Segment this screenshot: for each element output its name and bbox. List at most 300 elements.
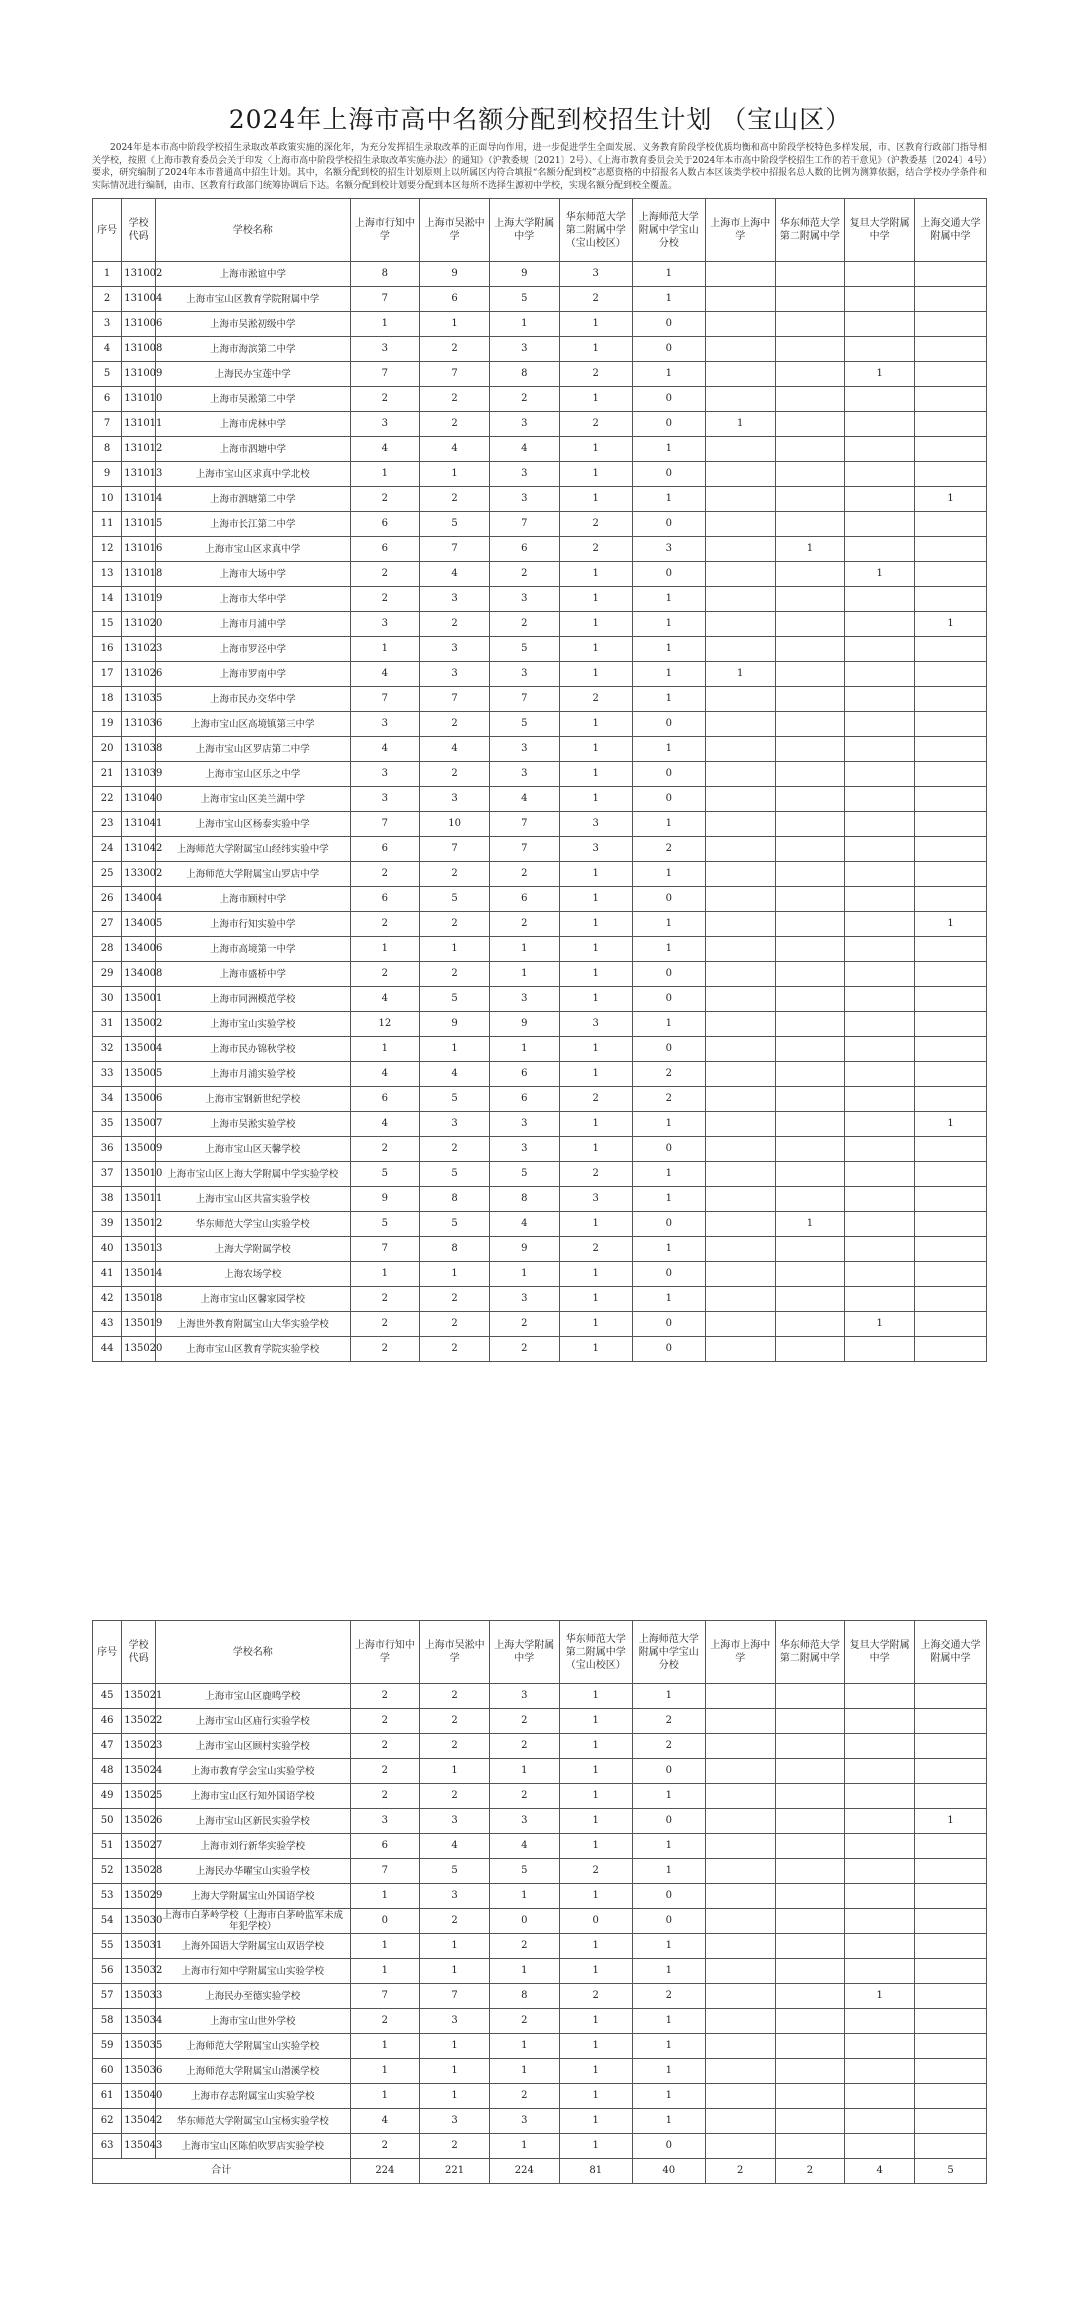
table-cell: 2 (489, 1934, 559, 1959)
school-name-cell: 上海市宝山区庙行实验学校 (155, 1709, 350, 1734)
table-cell: 135042 (122, 2109, 156, 2134)
table-cell: 135020 (122, 1337, 156, 1362)
table-cell: 134008 (122, 962, 156, 987)
table-cell: 38 (93, 1187, 122, 1212)
table-cell (705, 1137, 775, 1162)
table-cell (845, 1037, 915, 1062)
table-cell: 0 (632, 2134, 705, 2159)
table-cell: 2 (489, 1784, 559, 1809)
table-cell: 1 (632, 1859, 705, 1884)
table-cell: 3 (350, 712, 420, 737)
table-cell (775, 837, 845, 862)
table-cell: 8 (93, 437, 122, 462)
table-cell: 7 (420, 1984, 490, 2009)
table-cell: 0 (632, 312, 705, 337)
table-cell (775, 512, 845, 537)
table-cell: 1 (559, 1212, 632, 1237)
table-cell (775, 1859, 845, 1884)
table-cell (845, 1709, 915, 1734)
table-cell (705, 1959, 775, 1984)
table-row (93, 762, 987, 787)
table-cell: 5 (420, 512, 490, 537)
table-cell (705, 1709, 775, 1734)
table-cell (845, 537, 915, 562)
table-cell (775, 662, 845, 687)
table-cell: 6 (489, 887, 559, 912)
table-cell: 1 (559, 1137, 632, 1162)
table-cell: 3 (489, 987, 559, 1012)
table-cell (705, 512, 775, 537)
table-cell (775, 2034, 845, 2059)
table-row (93, 1834, 987, 1859)
table-cell: 2 (420, 1734, 490, 1759)
table-cell: 6 (93, 387, 122, 412)
table-row (93, 262, 987, 287)
school-name-cell: 上海市宝山区馨家园学校 (155, 1287, 350, 1312)
table-cell: 1 (420, 1759, 490, 1784)
table-cell: 6 (489, 1087, 559, 1112)
table-cell: 2 (420, 1287, 490, 1312)
table-cell: 131014 (122, 487, 156, 512)
table-cell: 6 (350, 1834, 420, 1859)
table-cell: 1 (559, 1709, 632, 1734)
table-cell (845, 2034, 915, 2059)
table-cell: 12 (93, 537, 122, 562)
table-cell: 0 (632, 787, 705, 812)
table-cell (705, 587, 775, 612)
table-cell: 0 (632, 462, 705, 487)
column-header: 上海市上海中学 (705, 199, 775, 262)
table-cell: 135025 (122, 1784, 156, 1809)
table-cell: 1 (559, 1934, 632, 1959)
table-cell: 18 (93, 687, 122, 712)
table-row (93, 837, 987, 862)
table-cell: 2 (559, 1087, 632, 1112)
table-cell (915, 1262, 987, 1287)
table-cell: 39 (93, 1212, 122, 1237)
school-name-cell: 上海市宝山区共富实验学校 (155, 1187, 350, 1212)
table-cell: 60 (93, 2059, 122, 2084)
table-cell (705, 562, 775, 587)
table-cell: 7 (350, 287, 420, 312)
table-cell (705, 937, 775, 962)
table-cell: 1 (559, 637, 632, 662)
table-cell: 1 (559, 912, 632, 937)
school-name-cell: 上海世外教育附属宝山大华实验学校 (155, 1312, 350, 1337)
table-cell (915, 2009, 987, 2034)
table-cell (705, 712, 775, 737)
table-cell: 1 (632, 1934, 705, 1959)
table-cell: 56 (93, 1959, 122, 1984)
table-cell: 5 (420, 1087, 490, 1112)
table-cell: 135028 (122, 1859, 156, 1884)
table-cell: 2 (489, 1337, 559, 1362)
table-cell: 1 (559, 962, 632, 987)
table-cell: 1 (559, 1884, 632, 1909)
table-cell (915, 837, 987, 862)
table-cell (845, 812, 915, 837)
table-cell (775, 1262, 845, 1287)
school-name-cell: 上海市月浦实验学校 (155, 1062, 350, 1087)
school-name-cell: 上海市宝山区陈伯吹罗店实验学校 (155, 2134, 350, 2159)
table-cell (705, 312, 775, 337)
table-cell: 1 (632, 1237, 705, 1262)
table-cell: 36 (93, 1137, 122, 1162)
table-cell: 135021 (122, 1684, 156, 1709)
table-row (93, 2109, 987, 2134)
table-cell (845, 1834, 915, 1859)
table-cell: 2 (559, 1237, 632, 1262)
table-cell: 4 (420, 437, 490, 462)
column-header: 上海交通大学附属中学 (915, 1621, 987, 1684)
table-cell: 2 (489, 2084, 559, 2109)
total-cell: 40 (632, 2159, 705, 2184)
table-cell: 46 (93, 1709, 122, 1734)
table-cell: 2 (350, 862, 420, 887)
table-cell (845, 1112, 915, 1137)
school-name-cell: 上海市宝山区顾村实验学校 (155, 1734, 350, 1759)
table-cell: 9 (93, 462, 122, 487)
table-cell (775, 1934, 845, 1959)
table-cell: 3 (489, 2109, 559, 2134)
school-name-cell: 上海市虎林中学 (155, 412, 350, 437)
total-cell: 2 (705, 2159, 775, 2184)
table-cell (845, 1012, 915, 1037)
table-row (93, 1684, 987, 1709)
table-cell: 2 (559, 287, 632, 312)
table-cell (845, 1934, 915, 1959)
school-name-cell: 上海市白茅岭学校（上海市白茅岭监军未成年犯学校） (155, 1909, 350, 1934)
table-row (93, 1162, 987, 1187)
table-cell: 0 (559, 1909, 632, 1934)
table-cell: 5 (489, 1162, 559, 1187)
table-cell: 3 (420, 2009, 490, 2034)
table-cell: 2 (420, 612, 490, 637)
table-cell: 1 (632, 812, 705, 837)
table-cell: 1 (632, 587, 705, 612)
table-cell (915, 1984, 987, 2009)
table-cell: 2 (632, 1709, 705, 1734)
table-cell (705, 462, 775, 487)
table-cell (705, 1784, 775, 1809)
table-cell: 2 (420, 1684, 490, 1709)
table-cell: 7 (489, 837, 559, 862)
table-cell: 1 (632, 687, 705, 712)
table-cell: 3 (489, 462, 559, 487)
table-cell (775, 1809, 845, 1834)
table-cell: 1 (845, 1312, 915, 1337)
table-cell: 1 (775, 537, 845, 562)
table-cell (915, 2034, 987, 2059)
table-cell: 3 (489, 662, 559, 687)
column-header: 上海市行知中学 (350, 1621, 420, 1684)
table-cell: 2 (632, 1984, 705, 2009)
table-cell: 4 (420, 562, 490, 587)
table-cell (845, 1784, 915, 1809)
table-cell: 1 (632, 1187, 705, 1212)
table-cell (705, 1684, 775, 1709)
table-cell: 4 (489, 437, 559, 462)
table-cell: 131008 (122, 337, 156, 362)
table-cell: 131036 (122, 712, 156, 737)
table-cell (915, 1287, 987, 1312)
table-cell: 6 (350, 837, 420, 862)
table-cell (775, 1337, 845, 1362)
table-cell: 1 (559, 437, 632, 462)
table-cell: 4 (350, 662, 420, 687)
column-header: 学校代码 (122, 1621, 156, 1684)
school-name-cell: 上海市泗塘中学 (155, 437, 350, 462)
table-cell: 7 (420, 537, 490, 562)
table-cell (775, 1062, 845, 1087)
table-cell (915, 1709, 987, 1734)
table-cell: 135043 (122, 2134, 156, 2159)
table-cell: 2 (420, 712, 490, 737)
table-cell: 1 (632, 2034, 705, 2059)
table-row (93, 512, 987, 537)
table-cell: 7 (420, 837, 490, 862)
total-cell: 5 (915, 2159, 987, 2184)
table-cell (845, 1087, 915, 1112)
table-cell (845, 1062, 915, 1087)
table-cell: 62 (93, 2109, 122, 2134)
table-cell: 1 (559, 862, 632, 887)
table-cell (915, 387, 987, 412)
table-cell: 2 (420, 412, 490, 437)
table-cell: 6 (420, 287, 490, 312)
total-cell: 81 (559, 2159, 632, 2184)
table-cell: 135019 (122, 1312, 156, 1337)
table-cell: 1 (632, 362, 705, 387)
table-cell: 1 (559, 712, 632, 737)
table-cell: 1 (632, 612, 705, 637)
school-name-cell: 上海民办宝莲中学 (155, 362, 350, 387)
table-cell: 1 (632, 1287, 705, 1312)
column-header: 华东师范大学第二附属中学（宝山校区） (559, 1621, 632, 1684)
school-name-cell: 上海大学附属学校 (155, 1237, 350, 1262)
table-cell (775, 1959, 845, 1984)
table-cell: 3 (420, 1809, 490, 1834)
table-cell: 4 (350, 1112, 420, 1137)
table-cell: 6 (350, 1087, 420, 1112)
school-name-cell: 上海市存志附属宝山实验学校 (155, 2084, 350, 2109)
school-name-cell: 上海市刘行新华实验学校 (155, 1834, 350, 1859)
table-cell (845, 662, 915, 687)
column-header: 复旦大学附属中学 (845, 1621, 915, 1684)
table-cell: 135012 (122, 1212, 156, 1237)
table-cell (705, 1287, 775, 1312)
table-cell: 1 (559, 2034, 632, 2059)
table-cell (915, 262, 987, 287)
table-cell: 2 (350, 1312, 420, 1337)
table-cell (775, 1759, 845, 1784)
table-cell (915, 412, 987, 437)
table-cell (845, 837, 915, 862)
table-cell: 3 (489, 1684, 559, 1709)
column-header: 复旦大学附属中学 (845, 199, 915, 262)
table-cell: 131019 (122, 587, 156, 612)
table-cell: 131012 (122, 437, 156, 462)
school-name-cell: 上海市罗南中学 (155, 662, 350, 687)
table-cell: 2 (350, 2009, 420, 2034)
table-cell: 7 (350, 1859, 420, 1884)
table-cell: 1 (559, 462, 632, 487)
table-cell: 6 (350, 537, 420, 562)
table-cell (845, 1162, 915, 1187)
table-cell: 2 (489, 912, 559, 937)
table-cell: 2 (559, 537, 632, 562)
table-cell: 3 (420, 787, 490, 812)
table-cell (915, 512, 987, 537)
total-row (93, 2159, 987, 2184)
table-cell (775, 262, 845, 287)
table-cell: 3 (559, 262, 632, 287)
table-cell: 1 (845, 362, 915, 387)
table-cell: 2 (632, 1087, 705, 1112)
table-cell: 1 (350, 2059, 420, 2084)
table-cell (845, 387, 915, 412)
table-cell (915, 1734, 987, 1759)
table-cell: 47 (93, 1734, 122, 1759)
table-cell: 6 (489, 1062, 559, 1087)
table-cell: 4 (420, 1834, 490, 1859)
school-name-cell: 上海市宝山区求真中学 (155, 537, 350, 562)
table-cell: 7 (350, 1984, 420, 2009)
table-cell: 135018 (122, 1287, 156, 1312)
table-cell (775, 2134, 845, 2159)
table-cell: 3 (420, 637, 490, 662)
column-header: 上海师范大学附属中学宝山分校 (632, 199, 705, 262)
table-cell (705, 1312, 775, 1337)
table-cell (775, 362, 845, 387)
table-row (93, 1734, 987, 1759)
table-cell: 0 (632, 887, 705, 912)
table-cell (775, 1237, 845, 1262)
table-cell (705, 1734, 775, 1759)
table-cell: 0 (632, 1137, 705, 1162)
table-cell: 135011 (122, 1187, 156, 1212)
table-cell (845, 287, 915, 312)
table-cell: 2 (489, 1709, 559, 1734)
table-cell: 135022 (122, 1709, 156, 1734)
table-cell (915, 1062, 987, 1087)
school-name-cell: 上海市罗泾中学 (155, 637, 350, 662)
column-header: 学校名称 (155, 1621, 350, 1684)
table-cell (775, 712, 845, 737)
table-cell: 135040 (122, 2084, 156, 2109)
table-cell: 15 (93, 612, 122, 637)
table-cell: 2 (420, 2134, 490, 2159)
column-header: 上海市上海中学 (705, 1621, 775, 1684)
table-cell (845, 787, 915, 812)
table-cell: 10 (93, 487, 122, 512)
table-cell: 7 (350, 812, 420, 837)
table-cell (845, 1859, 915, 1884)
intro-paragraph: 2024年是本市高中阶段学校招生录取改革政策实施的深化年，为充分发挥招生录取改革的正面导向作用，进一步促进学生全面发展、义务教育阶段学校优质均衡和高中阶段学校特色多样发展，市、区教育行政部门指导相关学校，按照《上海市教育委员会关于印发〈上海市高中阶段学校招生录取改革实施办法〉的通知》（沪教委规〔2021〕2号）、《上海市教育委员会关于2024年本市高中阶段学校招生工作的若干意见》（沪教委基〔2024〕4号）要求，研究编制了2024年本市普通高中招生计划。其中，名额分配到校的招生计划原则上以所属区内符合填报“名额分配到校”志愿资格的中招报名人数占本区该类学校中招报名总人数的比例为测算依据，结合学校办学条件和实际情况进行编制，由市、区教育行政部门统筹协调后下达。名额分配到校计划要分配到本区每所不选择生源初中学校，实现名额分配到校全覆盖。 (92, 143, 987, 191)
table-cell: 1 (559, 787, 632, 812)
table-cell: 1 (420, 1262, 490, 1287)
table-cell (845, 1287, 915, 1312)
table-row (93, 812, 987, 837)
table-cell: 1 (705, 412, 775, 437)
table-cell: 9 (420, 262, 490, 287)
table-cell: 135014 (122, 1262, 156, 1287)
table-cell: 131035 (122, 687, 156, 712)
table-cell (775, 1312, 845, 1337)
table-cell: 1 (559, 1959, 632, 1984)
table-cell (705, 1884, 775, 1909)
table-cell: 3 (350, 612, 420, 637)
table-cell: 19 (93, 712, 122, 737)
school-name-cell: 上海市宝山区新民实验学校 (155, 1809, 350, 1834)
table-cell: 2 (420, 1784, 490, 1809)
table-cell (775, 687, 845, 712)
table-cell: 131016 (122, 537, 156, 562)
table-cell: 45 (93, 1684, 122, 1709)
table-cell: 25 (93, 862, 122, 887)
table-row (93, 1884, 987, 1909)
table-cell: 5 (420, 1212, 490, 1237)
table-cell: 135033 (122, 1984, 156, 2009)
table-row (93, 987, 987, 1012)
table-cell: 4 (350, 437, 420, 462)
table-cell (915, 737, 987, 762)
table-cell: 1 (559, 1287, 632, 1312)
table-cell: 135013 (122, 1237, 156, 1262)
table-cell: 2 (632, 1734, 705, 1759)
table-cell: 1 (559, 2084, 632, 2109)
table-cell: 2 (350, 912, 420, 937)
school-name-cell: 上海市高境第一中学 (155, 937, 350, 962)
table-cell (915, 2084, 987, 2109)
table-cell: 0 (632, 987, 705, 1012)
table-cell: 1 (559, 1834, 632, 1859)
table-cell (915, 1759, 987, 1784)
table-cell (915, 862, 987, 887)
table-cell (775, 737, 845, 762)
table-cell: 1 (559, 1262, 632, 1287)
table-cell: 131026 (122, 662, 156, 687)
table-cell (705, 1909, 775, 1934)
table-cell: 17 (93, 662, 122, 687)
table1-header-row (93, 199, 987, 262)
table-cell: 63 (93, 2134, 122, 2159)
table-cell (775, 787, 845, 812)
table-cell: 4 (350, 2109, 420, 2134)
table-row (93, 537, 987, 562)
school-name-cell: 上海市泗塘第二中学 (155, 487, 350, 512)
table-cell (775, 912, 845, 937)
table-cell: 1 (559, 762, 632, 787)
table-cell (705, 862, 775, 887)
table-cell (705, 2009, 775, 2034)
table-cell: 1 (350, 1262, 420, 1287)
column-header: 序号 (93, 1621, 122, 1684)
table-cell: 1 (845, 562, 915, 587)
table-cell: 3 (489, 587, 559, 612)
table-cell (845, 1262, 915, 1287)
table-cell: 3 (489, 737, 559, 762)
table-cell: 8 (420, 1187, 490, 1212)
table-cell: 2 (350, 487, 420, 512)
table-cell (915, 1037, 987, 1062)
school-name-cell: 上海市顾村中学 (155, 887, 350, 912)
table-cell: 2 (93, 287, 122, 312)
table-cell: 50 (93, 1809, 122, 1834)
plan-table-part1 (92, 198, 987, 1362)
table-cell (705, 387, 775, 412)
table-cell (915, 962, 987, 987)
